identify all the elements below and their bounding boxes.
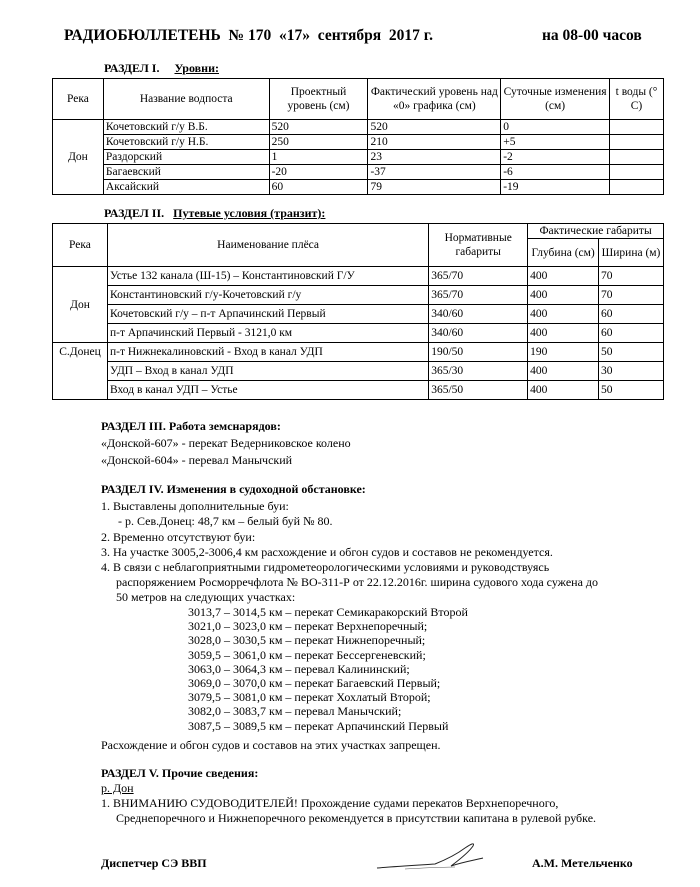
section1-number: РАЗДЕЛ I.	[104, 61, 160, 75]
cell-depth: 400	[528, 267, 599, 286]
table-row	[53, 324, 664, 343]
cell-project: 520	[269, 120, 368, 135]
section4-item1: 1. Выставлены дополнительные буи:	[101, 499, 289, 513]
cell-depth: 400	[528, 324, 599, 343]
cell-depth: 400	[528, 381, 599, 400]
cell-project: 60	[269, 180, 368, 195]
table-row	[53, 120, 664, 135]
section5-title	[101, 766, 258, 780]
cell-width: 60	[599, 305, 664, 324]
cell-change: +5	[501, 135, 610, 150]
transit-header-width: Ширина (м)	[599, 239, 664, 267]
section3-title-text: РАЗДЕЛ III. Работа земснарядов:	[101, 419, 281, 433]
cell-project: 1	[269, 150, 368, 165]
section4-footer: Расхождение и обгон судов и составов на этих участках запрещен.	[101, 738, 441, 752]
cell-change: -2	[501, 150, 610, 165]
table-row	[53, 165, 664, 180]
narrowed-stretches-list	[188, 605, 468, 733]
cell-reach: Кочетовский г/у – п-т Арпачинский Первый	[107, 305, 428, 324]
cell-reach: Устье 132 канала (Ш-15) – Константиновский Г/У	[107, 267, 428, 286]
cell-depth: 400	[528, 286, 599, 305]
section1-name: Уровни:	[174, 61, 219, 75]
cell-change: 0	[501, 120, 610, 135]
section2-name: Путевые условия (транзит):	[173, 206, 326, 220]
dredger-line: «Донской-607» - перекат Ведерниковское колено	[101, 436, 351, 450]
cell-post: Кочетовский г/у В.Б.	[103, 120, 269, 135]
signatory-name: А.М. Метельченко	[532, 856, 633, 870]
cell-actual: 210	[368, 135, 501, 150]
cell-reach: п-т Нижнекалиновский - Вход в канал УДП	[107, 343, 428, 362]
section2-title	[104, 206, 325, 221]
section5-river: р. Дон	[101, 781, 134, 795]
cell-width: 50	[599, 381, 664, 400]
section4-item4-line2: распоряжением Росморречфлота № ВО-311-Р от 22.12.2016г. ширина судового хода сужена до	[116, 575, 598, 589]
table-row	[53, 135, 664, 150]
bulletin-header	[64, 27, 664, 45]
transit-header-fact: Фактические габариты	[528, 224, 664, 239]
section4-item4-line3: 50 метров на следующих участках:	[116, 590, 296, 604]
cell-depth: 190	[528, 343, 599, 362]
list-item: 3063,0 – 3064,3 км – перевал Калининский;	[188, 661, 410, 676]
list-item: 3087,5 – 3089,5 км – перекат Арпачинский Первый	[188, 718, 449, 733]
levels-header-row	[53, 79, 664, 120]
list-item: 3082,0 – 3083,7 км – перевал Манычский;	[188, 704, 402, 719]
cell-temp	[610, 120, 664, 135]
cell-width: 30	[599, 362, 664, 381]
section4-item3: 3. На участке 3005,2-3006,4 км расхождение и обгон судов и составов не рекомендуется.	[101, 545, 553, 559]
cell-project: 250	[269, 135, 368, 150]
cell-actual: -37	[368, 165, 501, 180]
list-item: 3021,0 – 3023,0 км – перекат Верхнепоречный;	[188, 619, 428, 634]
levels-header-temp: t воды (° С)	[610, 79, 664, 120]
cell-norm: 365/50	[429, 381, 528, 400]
cell-post: Аксайский	[103, 180, 269, 195]
table-row	[53, 362, 664, 381]
table-row	[53, 150, 664, 165]
list-item: 3079,5 – 3081,0 км – перекат Хохлатый Второй;	[188, 690, 431, 705]
list-item: 3013,7 – 3014,5 км – перекат Семикаракорский Второй	[188, 605, 468, 619]
transit-header-depth: Глубина (см)	[528, 239, 599, 267]
cell-change: -6	[501, 165, 610, 180]
levels-header-river: Река	[53, 79, 104, 120]
table-row	[53, 343, 664, 362]
cell-project: -20	[269, 165, 368, 180]
dredger-line: «Донской-604» - перевал Манычский	[101, 453, 293, 467]
section4-item2: 2. Временно отсутствуют буи:	[101, 530, 256, 544]
cell-actual: 520	[368, 120, 501, 135]
cell-temp	[610, 165, 664, 180]
levels-header-project: Проектный уровень (см)	[269, 79, 368, 120]
cell-norm: 365/30	[429, 362, 528, 381]
transit-river-don: Дон	[53, 267, 108, 343]
section2-number: РАЗДЕЛ II.	[104, 206, 165, 220]
section4-item1-sub: - р. Сев.Донец: 48,7 км – белый буй № 80.	[118, 514, 333, 528]
cell-depth: 400	[528, 362, 599, 381]
cell-actual: 79	[368, 180, 501, 195]
cell-reach: УДП – Вход в канал УДП	[107, 362, 428, 381]
cell-temp	[610, 180, 664, 195]
cell-norm: 190/50	[429, 343, 528, 362]
cell-depth: 400	[528, 305, 599, 324]
cell-norm: 365/70	[429, 267, 528, 286]
table-row	[53, 286, 664, 305]
section3-title	[101, 419, 281, 433]
section5-line2: Среднепоречного и Нижнепоречного рекомендуется в присутствии капитана в рулевой рубке.	[116, 811, 597, 825]
bulletin-time: на 08-00 часов	[542, 27, 642, 44]
cell-norm: 365/70	[429, 286, 528, 305]
section4-title	[101, 482, 366, 496]
bulletin-title: РАДИОБЮЛЛЕТЕНЬ № 170 «17» сентября 2017 г.	[64, 27, 433, 44]
dispatcher-label: Диспетчер СЭ ВВП	[101, 856, 207, 870]
cell-norm: 340/60	[429, 305, 528, 324]
cell-reach: п-т Арпачинский Первый - 3121,0 км	[107, 324, 428, 343]
section5-line1: 1. ВНИМАНИЮ СУДОВОДИТЕЛЕЙ! Прохождение судами перекатов Верхнепоречного,	[101, 796, 559, 810]
handwritten-signature	[375, 838, 485, 878]
table-row	[53, 305, 664, 324]
levels-header-change: Суточные изменения (см)	[501, 79, 610, 120]
cell-post: Раздорский	[103, 150, 269, 165]
section4-title-text: РАЗДЕЛ IV. Изменения в судоходной обстановке:	[101, 482, 366, 496]
list-item: 3069,0 – 3070,0 км – перекат Багаевский Первый;	[188, 676, 441, 691]
cell-width: 70	[599, 286, 664, 305]
cell-reach: Константиновский г/у-Кочетовский г/у	[107, 286, 428, 305]
cell-temp	[610, 150, 664, 165]
table-row	[53, 267, 664, 286]
section4-item4-line1: 4. В связи с неблагоприятными гидрометеорологическими условиями и руководствуясь	[101, 560, 550, 574]
cell-width: 70	[599, 267, 664, 286]
transit-header-row	[53, 224, 664, 239]
cell-width: 50	[599, 343, 664, 362]
section5-title-text: РАЗДЕЛ V. Прочие сведения:	[101, 766, 259, 780]
list-item: 3028,0 – 3030,5 км – перекат Нижнепоречный;	[188, 633, 426, 648]
transit-table	[52, 223, 664, 400]
transit-header-river: Река	[53, 224, 108, 267]
cell-actual: 23	[368, 150, 501, 165]
list-item: 3059,5 – 3061,0 км – перекат Бессергеневский;	[188, 647, 426, 662]
cell-norm: 340/60	[429, 324, 528, 343]
table-row	[53, 381, 664, 400]
table-row	[53, 180, 664, 195]
transit-header-reach: Наименование плёса	[107, 224, 428, 267]
transit-header-norm: Нормативные габариты	[429, 224, 528, 267]
transit-river-sdonets: С.Донец	[53, 343, 108, 400]
cell-width: 60	[599, 324, 664, 343]
cell-temp	[610, 135, 664, 150]
cell-reach: Вход в канал УДП – Устье	[107, 381, 428, 400]
cell-post: Кочетовский г/у Н.Б.	[103, 135, 269, 150]
cell-change: -19	[501, 180, 610, 195]
levels-river-don: Дон	[53, 120, 104, 195]
levels-table	[52, 78, 664, 195]
cell-post: Багаевский	[103, 165, 269, 180]
levels-header-actual: Фактический уровень над «0» графика (см)	[368, 79, 501, 120]
section1-title	[104, 61, 219, 76]
levels-header-post: Название водпоста	[103, 79, 269, 120]
